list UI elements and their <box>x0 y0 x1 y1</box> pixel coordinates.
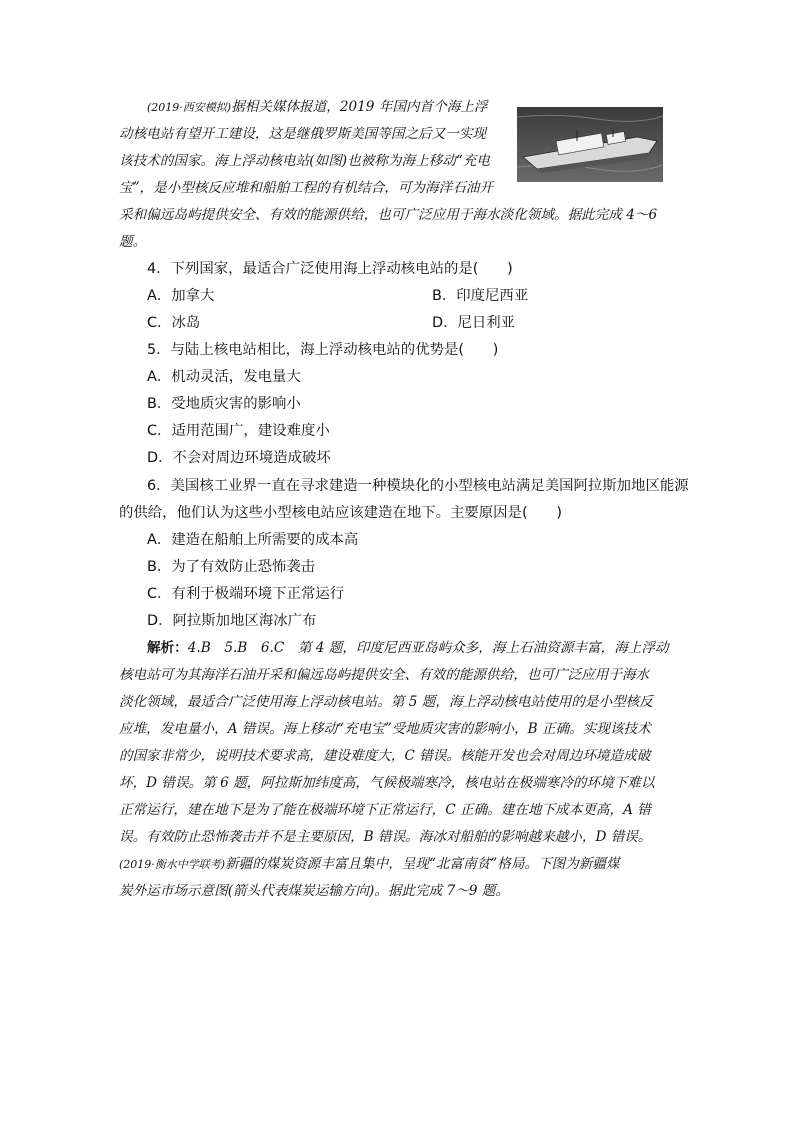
next-intro-line-1 <box>119 855 620 874</box>
next-intro-line-2: 炭外运市场示意图(箭头代表煤炭运输方向)。据此完成 7～9 题。 <box>119 883 509 899</box>
analysis-line-8: 误。有效防止恐怖袭击并不是主要原因，B 错误。海冰对船舶的影响越来越小，D 错误。 <box>119 829 652 845</box>
intro-line-5: 采和偏远岛屿提供安全、有效的能源供给，也可广泛应用于海水淡化领域。据此完成 4～6 <box>119 207 658 223</box>
analysis-line-6: 坏，D 错误。第 6 题，阿拉斯加纬度高，气候极端寒冷，核电站在极端寒冷的环境下难以 <box>119 775 655 791</box>
analysis-label: 解析： <box>147 640 188 656</box>
intro-line-3: 该技术的国家。海上浮动核电站(如图)也被称为海上移动“充电 <box>119 153 490 169</box>
analysis-text-1: 4.B 5.B 6.C 第 4 题，印度尼西亚岛屿众多，海上石油资源丰富，海上浮动 <box>187 640 669 656</box>
q5-stem: 5．与陆上核电站相比，海上浮动核电站的优势是( ) <box>147 342 499 358</box>
q6-option-b: B．为了有效防止恐怖袭击 <box>147 559 316 575</box>
intro-line-6: 题。 <box>119 234 147 250</box>
next-source: (2019·衡水中学联考) <box>119 858 226 871</box>
q6-option-c: C．有利于极端环境下正常运行 <box>147 586 345 602</box>
q5-option-d: D．不会对周边环境造成破坏 <box>147 450 331 466</box>
q6-stem-line-2: 的供给，他们认为这些小型核电站应该建造在地下。主要原因是( ) <box>119 505 562 521</box>
analysis-line-2: 核电站可为其海洋石油开采和偏远岛屿提供安全、有效的能源供给，也可广泛应用于海水 <box>119 667 650 683</box>
analysis-line-5: 的国家非常少，说明技术要求高，建设难度大，C 错误。核能开发也会对周边环境造成破 <box>119 748 651 764</box>
intro-source: (2019·西安模拟) <box>147 101 232 114</box>
intro-line-1 <box>147 98 488 117</box>
analysis-line-4: 应堆，发电量小，A 错误。海上移动“充电宝”受地质灾害的影响小，B 正确。实现该技术 <box>119 721 651 737</box>
q4-option-c: C．冰岛 <box>147 315 201 331</box>
q5-option-b: B．受地质灾害的影响小 <box>147 396 301 412</box>
intro-line-4: 宝”，是小型核反应堆和船舶工程的有机结合，可为海洋石油开 <box>119 180 493 196</box>
q4-option-d: D．尼日利亚 <box>432 315 516 331</box>
q5-option-a: A．机动灵活，发电量大 <box>147 369 301 385</box>
intro-text-1: 据相关媒体报道，2019 年国内首个海上浮 <box>231 99 488 115</box>
q6-option-a: A．建造在船舶上所需要的成本高 <box>147 532 359 548</box>
intro-line-2: 动核电站有望开工建设，这是继俄罗斯美国等国之后又一实现 <box>119 126 487 142</box>
q5-option-c: C．适用范围广，建设难度小 <box>147 423 330 439</box>
floating-nuclear-plant-photo <box>517 107 663 182</box>
analysis-line-7: 正常运行，建在地下是为了能在极端环境下正常运行，C 正确。建在地下成本更高，A 错 <box>119 802 651 818</box>
q4-option-a: A．加拿大 <box>147 288 215 304</box>
analysis-line-1 <box>147 639 669 657</box>
q6-stem-line-1: 6．美国核工业界一直在寻求建造一种模块化的小型核电站满足美国阿拉斯加地区能源 <box>147 478 689 494</box>
next-text-1: 新疆的煤炭资源丰富且集中，呈现“北富南贫”格局。下图为新疆煤 <box>225 856 620 872</box>
q6-option-d: D．阿拉斯加地区海冰广布 <box>147 613 317 629</box>
analysis-line-3: 淡化领域，最适合广泛使用海上浮动核电站。第 5 题，海上浮动核电站使用的是小型核反 <box>119 694 653 710</box>
q4-option-b: B．印度尼西亚 <box>432 288 529 304</box>
q4-stem: 4．下列国家，最适合广泛使用海上浮动核电站的是( ) <box>147 261 513 277</box>
